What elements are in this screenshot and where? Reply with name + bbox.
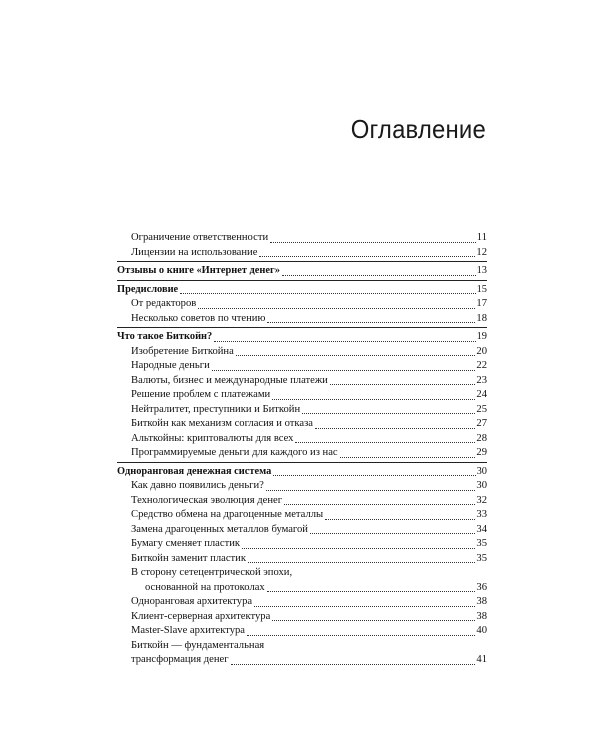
toc-section-label: Отзывы о книге «Интернет денег» bbox=[117, 265, 280, 276]
toc-entry-page: 34 bbox=[476, 523, 487, 535]
toc-entry[interactable] bbox=[117, 403, 487, 418]
toc-entry-label: Изобретение Биткойна bbox=[131, 345, 234, 357]
toc-entry-label: Народные деньги bbox=[131, 360, 210, 371]
toc-entry-label: трансформация денег bbox=[131, 654, 229, 665]
leader-dots bbox=[247, 634, 475, 636]
toc-entry[interactable] bbox=[117, 494, 487, 509]
toc-entry[interactable] bbox=[117, 508, 487, 523]
toc-entry-page: 40 bbox=[476, 625, 487, 636]
toc-entry-page: 12 bbox=[476, 246, 487, 258]
toc-entry[interactable] bbox=[117, 359, 487, 374]
toc-entry-licenses[interactable] bbox=[117, 246, 487, 261]
toc-entry-page: 41 bbox=[476, 654, 487, 665]
leader-dots bbox=[340, 456, 476, 458]
toc-entry-network-line1[interactable]: В сторону сетецентрической эпохи, bbox=[131, 567, 293, 578]
toc-entry[interactable] bbox=[117, 595, 487, 610]
toc-entry-label: Валюты, бизнес и международные платежи bbox=[131, 374, 328, 386]
toc-section-page: 15 bbox=[476, 283, 487, 295]
toc-section-label: Что такое Биткойн? bbox=[117, 331, 213, 342]
leader-dots bbox=[270, 241, 476, 243]
section-divider bbox=[117, 280, 487, 281]
toc-entry-page: 38 bbox=[476, 610, 487, 622]
toc-section-page: 13 bbox=[476, 265, 487, 276]
toc-entry-label: Замена драгоценных металлов бумагой bbox=[131, 523, 308, 535]
leader-dots bbox=[266, 489, 476, 491]
toc-entry[interactable] bbox=[117, 432, 487, 447]
leader-dots bbox=[302, 412, 475, 414]
leader-dots bbox=[254, 605, 475, 607]
leader-dots bbox=[259, 255, 475, 257]
toc-entry-transform-line2[interactable] bbox=[117, 653, 487, 668]
toc-entry[interactable] bbox=[117, 297, 487, 312]
toc-entry[interactable] bbox=[117, 610, 487, 625]
toc-entry-page: 35 bbox=[476, 552, 487, 564]
leader-dots bbox=[180, 292, 475, 294]
toc-entry-label: Бумагу сменяет пластик bbox=[131, 538, 241, 549]
leader-dots bbox=[231, 663, 476, 665]
toc-entry[interactable] bbox=[117, 417, 487, 432]
toc-entry-label: Альткойны: криптовалюты для всех bbox=[131, 432, 294, 444]
toc-entry-page: 35 bbox=[476, 538, 487, 549]
toc-section-reviews[interactable] bbox=[117, 264, 487, 279]
toc-entry[interactable] bbox=[117, 523, 487, 538]
toc-entry[interactable] bbox=[117, 374, 487, 389]
toc-entry-label: Ограничение ответственности bbox=[131, 232, 269, 243]
toc-entry[interactable] bbox=[117, 388, 487, 403]
toc-entry-label: Биткойн заменит пластик bbox=[131, 552, 246, 564]
leader-dots bbox=[284, 503, 475, 505]
toc-entry-label: Программируемые деньги для каждого из нас bbox=[131, 447, 338, 458]
toc-entry-label: Нейтралитет, преступники и Биткойн bbox=[131, 403, 301, 415]
toc-entry[interactable] bbox=[117, 446, 487, 461]
toc-entry[interactable] bbox=[117, 479, 487, 494]
toc-entry-label: Несколько советов по чтению bbox=[131, 312, 266, 324]
toc-entry-label: Технологическая эволюция денег bbox=[131, 494, 283, 506]
toc-section-label: Одноранговая денежная система bbox=[117, 465, 272, 477]
toc-section-bitcoin[interactable] bbox=[117, 330, 487, 345]
toc-entry-label: Одноранговая архитектура bbox=[131, 596, 253, 607]
leader-dots bbox=[282, 274, 476, 276]
leader-dots bbox=[325, 518, 475, 520]
toc-entry-label: основанной на протоколах bbox=[145, 581, 265, 593]
leader-dots bbox=[248, 561, 475, 563]
toc-entry-page: 24 bbox=[476, 389, 487, 400]
toc-entry[interactable] bbox=[117, 345, 487, 360]
toc-entry-page: 30 bbox=[476, 480, 487, 491]
leader-dots bbox=[272, 398, 475, 400]
leader-dots bbox=[295, 441, 475, 443]
toc-entry[interactable] bbox=[117, 537, 487, 552]
toc-entry-label: Как давно появились деньги? bbox=[131, 480, 264, 491]
section-divider bbox=[117, 462, 487, 463]
toc-entry-network-line2[interactable] bbox=[117, 581, 487, 596]
page-title: Оглавление bbox=[350, 114, 486, 144]
leader-dots bbox=[272, 619, 475, 621]
toc-entry-page: 18 bbox=[476, 312, 487, 324]
leader-dots bbox=[242, 547, 475, 549]
toc-entry-page: 20 bbox=[476, 345, 487, 357]
toc-entry-transform-line1[interactable]: Биткойн — фундаментальная bbox=[131, 639, 265, 651]
leader-dots bbox=[315, 427, 475, 429]
table-of-contents bbox=[117, 231, 487, 668]
toc-entry[interactable] bbox=[117, 552, 487, 567]
toc-section-page: 19 bbox=[476, 331, 487, 342]
leader-dots bbox=[214, 340, 475, 342]
toc-entry-page: 27 bbox=[476, 418, 487, 429]
toc-section-preface[interactable] bbox=[117, 283, 487, 298]
toc-entry-page: 22 bbox=[476, 360, 487, 371]
toc-entry-label: Клиент-серверная архитектура bbox=[131, 610, 271, 622]
toc-entry-page: 29 bbox=[476, 447, 487, 458]
toc-entry-label: Биткойн как механизм согласия и отказа bbox=[131, 418, 313, 429]
toc-entry-label: Master-Slave архитектура bbox=[131, 625, 246, 636]
section-divider bbox=[117, 261, 487, 262]
leader-dots bbox=[198, 307, 475, 309]
toc-entry-label: Лицензии на использование bbox=[131, 246, 258, 258]
leader-dots bbox=[330, 383, 476, 385]
toc-entry-label: От редакторов bbox=[131, 298, 197, 309]
leader-dots bbox=[310, 532, 475, 534]
leader-dots bbox=[267, 321, 475, 323]
toc-entry-page: 28 bbox=[476, 432, 487, 444]
toc-entry-page: 32 bbox=[476, 494, 487, 506]
toc-entry-page: 17 bbox=[476, 298, 487, 309]
toc-entry-page: 38 bbox=[476, 596, 487, 607]
toc-section-page: 30 bbox=[476, 465, 487, 477]
toc-entry-page: 33 bbox=[476, 509, 487, 520]
leader-dots bbox=[212, 369, 476, 371]
leader-dots bbox=[236, 354, 476, 356]
toc-entry[interactable] bbox=[117, 624, 487, 639]
toc-entry-label: Средство обмена на драгоценные металлы bbox=[131, 509, 324, 520]
toc-entry-page: 36 bbox=[476, 581, 487, 593]
toc-section-label: Предисловие bbox=[117, 283, 179, 295]
toc-section-p2p[interactable] bbox=[117, 465, 487, 480]
leader-dots bbox=[267, 590, 476, 592]
toc-entry[interactable] bbox=[117, 312, 487, 327]
section-divider bbox=[117, 327, 487, 328]
toc-entry-page: 23 bbox=[476, 374, 487, 386]
toc-entry-liability[interactable] bbox=[117, 231, 487, 246]
toc-entry-label: Решение проблем с платежами bbox=[131, 389, 271, 400]
toc-entry-page: 11 bbox=[476, 232, 487, 243]
toc-entry-page: 25 bbox=[476, 403, 487, 415]
leader-dots bbox=[273, 474, 475, 476]
